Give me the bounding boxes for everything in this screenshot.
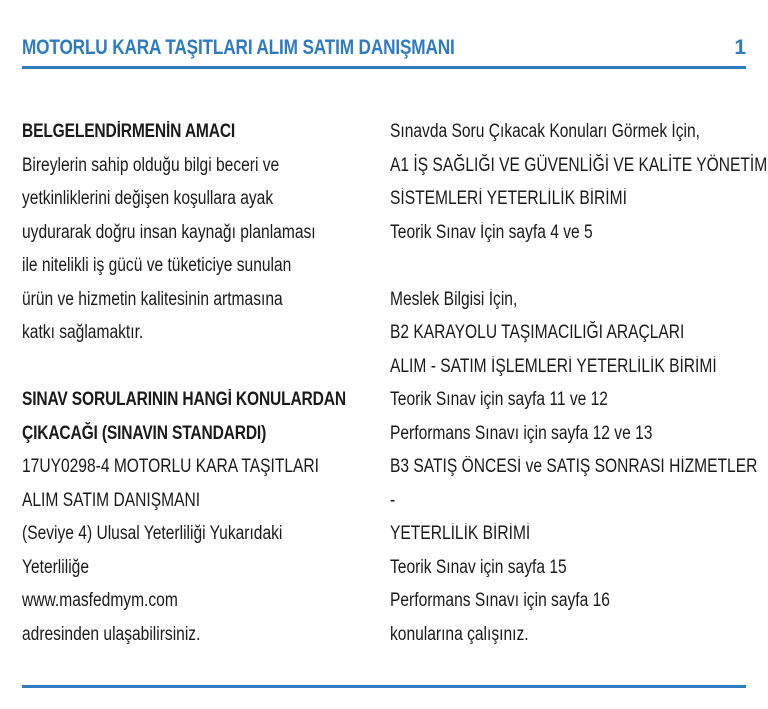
purpose-line: katkı sağlamaktır. <box>22 322 144 343</box>
exam-intro-line: Sınavda Soru Çıkacak Konuları Görmek İçin, <box>390 121 701 142</box>
standard-heading-line: SINAV SORULARININ HANGİ KONULARDAN <box>22 389 346 410</box>
document-title: MOTORLU KARA TAŞITLARI ALIM SATIM DANIŞMANI <box>22 36 455 59</box>
left-column <box>22 115 367 651</box>
purpose-line: uydurarak doğru insan kaynağı planlaması <box>22 221 316 243</box>
standard-heading-line: ÇIKACAĞI (SINAVIN STANDARDI) <box>22 422 267 444</box>
knowledge-unit-line: B2 KARAYOLU TAŞIMACILIĞI ARAÇLARI <box>390 322 685 343</box>
standard-line: Yeterliliğe <box>22 556 89 578</box>
exam-unit-line: A1 İŞ SAĞLIĞI VE GÜVENLİĞİ VE KALİTE YÖNETİM <box>390 154 768 176</box>
standard-line: 17UY0298-4 MOTORLU KARA TAŞITLARI <box>22 456 320 477</box>
knowledge-unit-line: ALIM - SATIM İŞLEMLERİ YETERLİLİK BİRİMİ <box>390 355 717 377</box>
knowledge-page-line: Performans Sınavı için sayfa 16 <box>390 590 610 611</box>
right-column <box>390 115 768 651</box>
knowledge-page-line: Teorik Sınav için sayfa 15 <box>390 556 567 578</box>
knowledge-unit-line: YETERLİLİK BİRİMİ <box>390 523 531 544</box>
page-header <box>22 36 746 69</box>
purpose-line: yetkinliklerini değişen koşullara ayak <box>22 188 274 209</box>
purpose-line: ile nitelikli iş gücü ve tüketiciye sunulan <box>22 255 292 276</box>
purpose-line: ürün ve hizmetin kalitesinin artmasına <box>22 288 283 310</box>
standard-line: (Seviye 4) Ulusal Yeterliliği Yukarıdaki <box>22 523 283 544</box>
knowledge-page-line: Teorik Sınav için sayfa 11 ve 12 <box>390 389 608 410</box>
website-link[interactable]: www.masfedmym.com <box>22 590 178 611</box>
spacer <box>390 249 750 283</box>
spacer <box>22 350 367 384</box>
knowledge-intro-line: Meslek Bilgisi İçin, <box>390 288 518 310</box>
exam-unit-line: SİSTEMLERİ YETERLİLİK BİRİMİ <box>390 188 627 209</box>
standard-line: ALIM SATIM DANIŞMANI <box>22 489 201 511</box>
purpose-line: Bireylerin sahip olduğu bilgi beceri ve <box>22 154 280 176</box>
knowledge-page-line: Performans Sınavı için sayfa 12 ve 13 <box>390 422 653 444</box>
footer-rule <box>22 685 746 688</box>
purpose-heading: BELGELENDİRMENİN AMACI <box>22 121 236 142</box>
knowledge-unit-line: B3 SATIŞ ÖNCESİ ve SATIŞ SONRASI HİZMETLER <box>390 456 758 477</box>
exam-page-line: Teorik Sınav İçin sayfa 4 ve 5 <box>390 221 593 243</box>
page-number: 1 <box>734 36 746 59</box>
standard-line: adresinden ulaşabilirsiniz. <box>22 623 201 645</box>
knowledge-closing-line: konularına çalışınız. <box>390 623 529 645</box>
knowledge-dash-line: - <box>390 489 396 511</box>
